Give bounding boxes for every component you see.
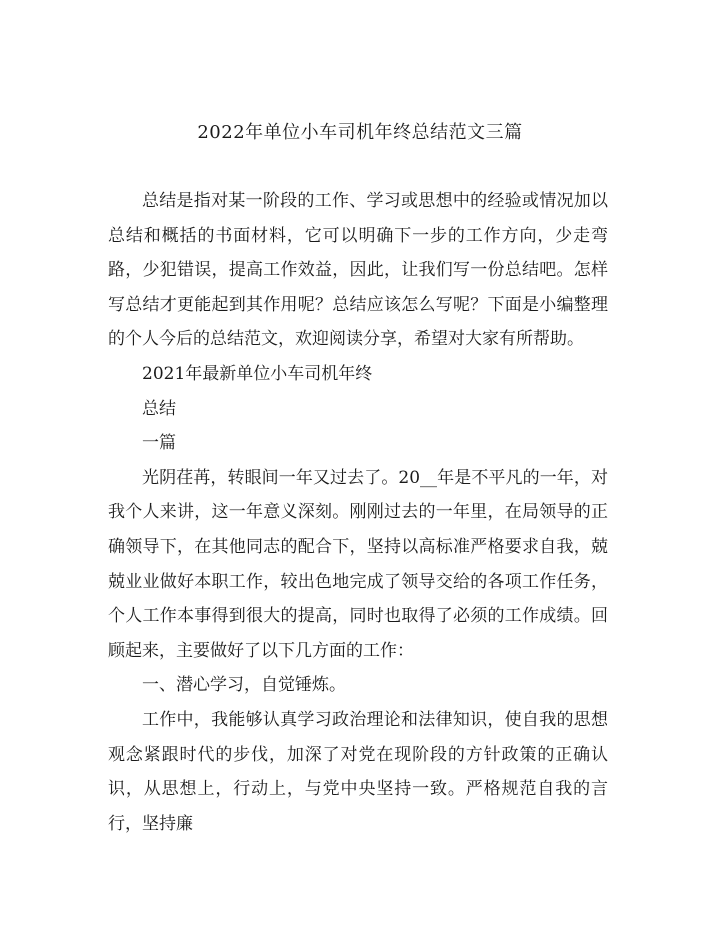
document-body: [108, 184, 608, 841]
paragraph-subtitle-line2: 总结: [142, 398, 176, 419]
paragraph-intro: 总结是指对某一阶段的工作、学习或思想中的经验或情况加以总结和概括的书面材料，它可以明确下一步的工作方向，少走弯路，少犯错误，提高工作效益，因此，让我们写一份总结吧。怎样写总结才更能起到其作用呢？总结应该怎么写呢？下面是小编整理的个人今后的总结范文，欢迎阅读分享，希望对大家有所帮助。: [108, 191, 608, 350]
section-heading-1: 一、潜心学习，自觉锤炼。: [142, 675, 346, 696]
document-title: 2022年单位小车司机年终总结范文三篇: [197, 122, 523, 143]
paragraph-section-label: 一篇: [142, 433, 176, 454]
paragraph-section-1: 工作中，我能够认真学习政治理论和法律知识，使自我的思想观念紧跟时代的步伐，加深了对党在现阶段的方针政策的正确认识，从思想上，行动上，与党中央坚持一致。严格规范自我的言行，坚持廉: [108, 709, 608, 834]
paragraph-opening: 光阴荏苒，转眼间一年又过去了。20__年是不平凡的一年，对我个人来讲，这一年意义深刻。刚刚过去的一年里，在局领导的正确领导下，在其他同志的配合下，坚持以高标准严格要求自我，兢兢业业做好本职工作，较出色地完成了领导交给的各项工作任务，个人工作本事得到很大的提高，同时也取得了必须的工作成绩。回顾起来，主要做好了以下几方面的工作：: [108, 467, 608, 661]
paragraph-subtitle-line1: 2021年最新单位小车司机年终: [142, 363, 373, 384]
